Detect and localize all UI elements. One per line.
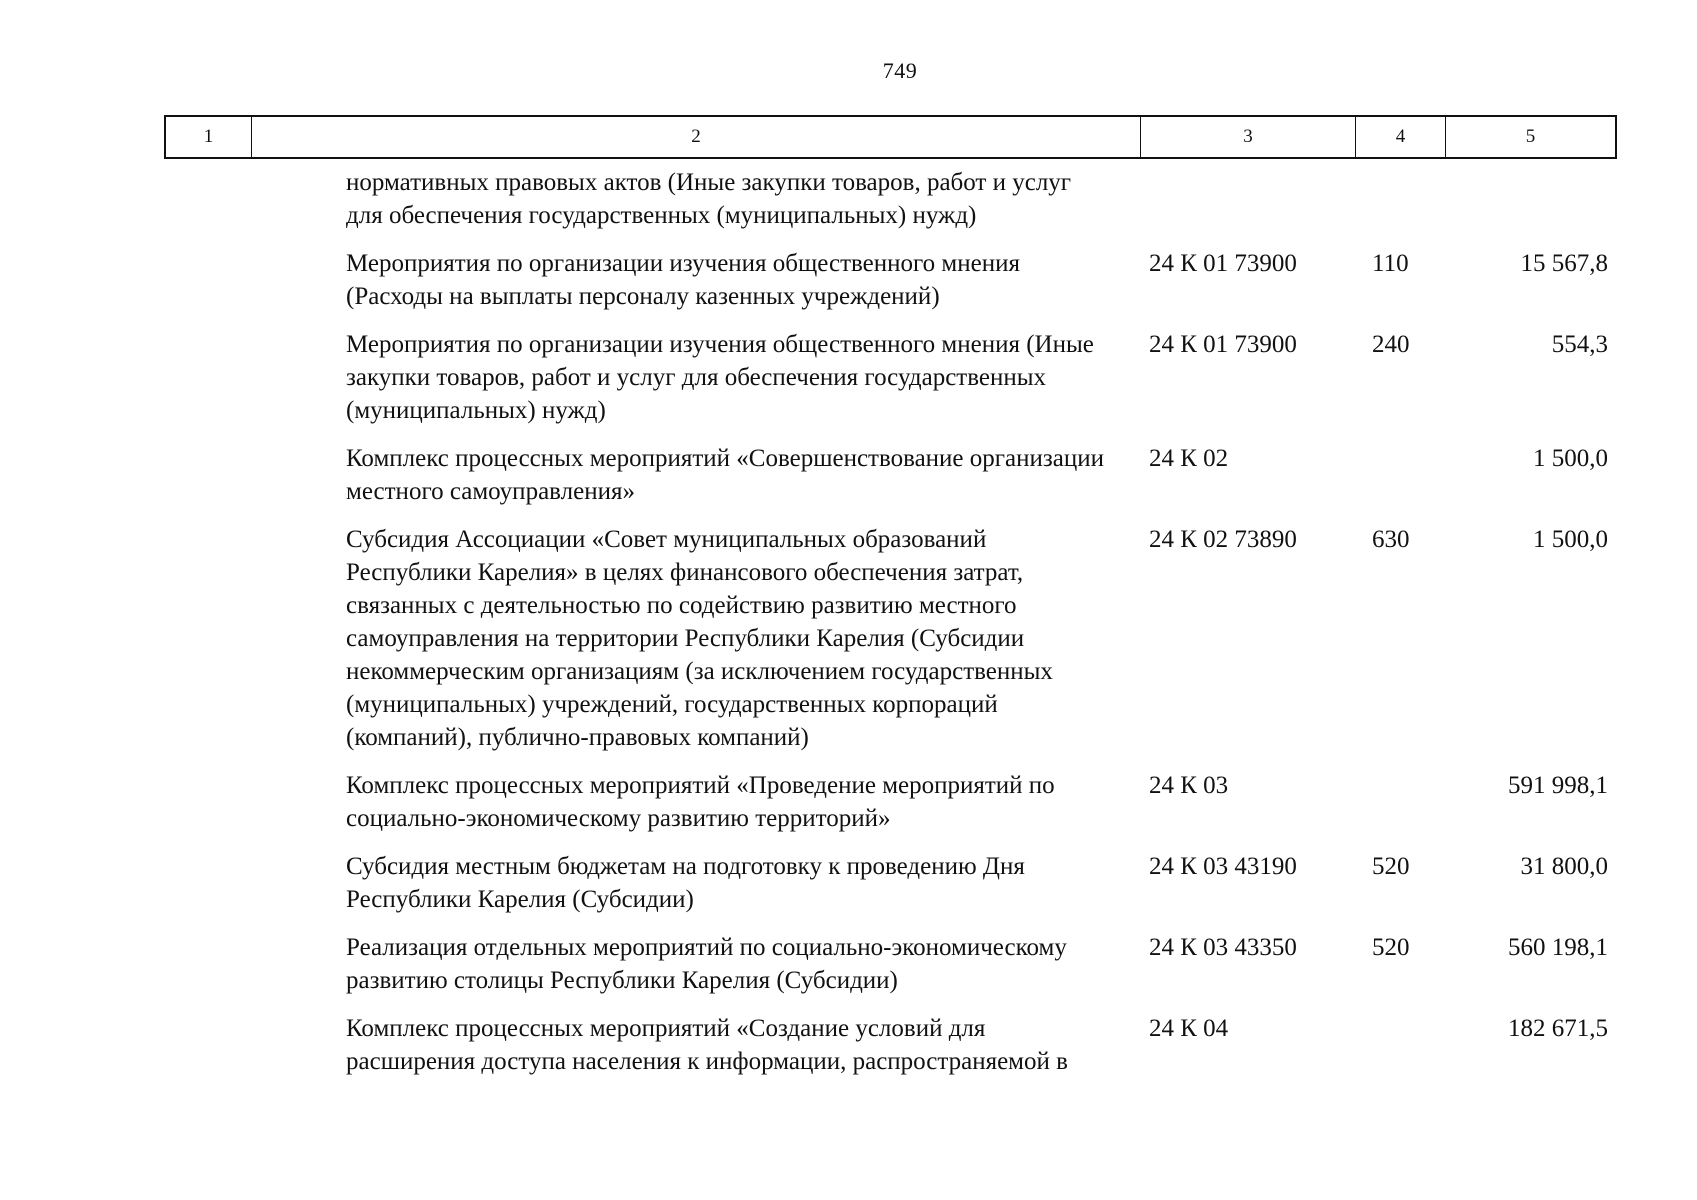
table-body bbox=[164, 166, 1617, 1093]
table-row bbox=[164, 166, 1617, 232]
cell-amount: 182 671,5 bbox=[1508, 1015, 1608, 1042]
cell-col-1 bbox=[164, 769, 250, 835]
header-col-2: 2 bbox=[252, 117, 1141, 157]
cell-col-1 bbox=[164, 328, 250, 427]
cell-code: 24 К 01 73900 bbox=[1149, 331, 1297, 358]
cell-code: 24 К 03 43190 bbox=[1149, 853, 1297, 880]
cell-description bbox=[250, 1012, 1139, 1078]
description-line: закупки товаров, работ и услуг для обеспечения государственных bbox=[346, 364, 1047, 391]
cell-expense-type bbox=[1354, 769, 1444, 835]
table-header bbox=[164, 115, 1617, 159]
description-line: Субсидия Ассоциации «Совет муниципальных образований bbox=[346, 526, 987, 553]
description-line: Мероприятия по организации изучения общественного мнения (Иные bbox=[346, 331, 1094, 358]
header-col-1: 1 bbox=[166, 117, 252, 157]
description-line: Республики Карелия (Субсидии) bbox=[346, 886, 694, 913]
description-line: самоуправления на территории Республики Карелия (Субсидии bbox=[346, 625, 1025, 652]
description-line: социально-экономическому развитию территорий» bbox=[346, 805, 891, 832]
cell-description bbox=[250, 850, 1139, 916]
cell-amount: 31 800,0 bbox=[1520, 853, 1608, 880]
cell-expense-type: 520 bbox=[1372, 853, 1410, 880]
table-row bbox=[164, 769, 1617, 835]
table-row bbox=[164, 442, 1617, 508]
cell-description bbox=[250, 247, 1139, 313]
cell-expense-type: 240 bbox=[1372, 331, 1410, 358]
cell-amount: 591 998,1 bbox=[1508, 772, 1608, 799]
cell-expense-type: 110 bbox=[1372, 250, 1409, 277]
description-line: нормативных правовых актов (Иные закупки товаров, работ и услуг bbox=[346, 169, 1072, 196]
cell-col-1 bbox=[164, 442, 250, 508]
description-line: Реализация отдельных мероприятий по социально-экономическому bbox=[346, 934, 1067, 961]
cell-description bbox=[250, 931, 1139, 997]
header-col-4: 4 bbox=[1356, 117, 1446, 157]
description-line: Мероприятия по организации изучения общественного мнения bbox=[346, 250, 1020, 277]
description-line: для обеспечения государственных (муниципальных) нужд) bbox=[346, 202, 977, 229]
description-line: (Расходы на выплаты персоналу казенных учреждений) bbox=[346, 283, 940, 310]
cell-amount: 1 500,0 bbox=[1533, 445, 1608, 472]
cell-code: 24 К 02 73890 bbox=[1149, 526, 1297, 553]
description-line: Комплекс процессных мероприятий «Создание условий для bbox=[346, 1015, 986, 1042]
cell-amount bbox=[1444, 166, 1617, 232]
page-number: 749 bbox=[882, 58, 918, 83]
table-row bbox=[164, 850, 1617, 916]
header-col-5: 5 bbox=[1525, 126, 1536, 147]
description-line: Республики Карелия» в целях финансового обеспечения затрат, bbox=[346, 559, 1024, 586]
description-line: Субсидия местным бюджетам на подготовку к проведению Дня bbox=[346, 853, 1025, 880]
cell-col-1 bbox=[164, 247, 250, 313]
cell-code: 24 К 04 bbox=[1149, 1015, 1229, 1042]
table-row bbox=[164, 247, 1617, 313]
description-line: (муниципальных) учреждений, государственных корпораций bbox=[346, 691, 998, 718]
table-row bbox=[164, 931, 1617, 997]
cell-description bbox=[250, 442, 1139, 508]
description-line: Комплекс процессных мероприятий «Проведение мероприятий по bbox=[346, 772, 1055, 799]
cell-amount: 1 500,0 bbox=[1533, 526, 1608, 553]
description-line: Комплекс процессных мероприятий «Совершенствование организации bbox=[346, 445, 1104, 472]
table-row bbox=[164, 328, 1617, 427]
cell-col-1 bbox=[164, 166, 250, 232]
cell-col-1 bbox=[164, 850, 250, 916]
cell-expense-type bbox=[1354, 166, 1444, 232]
cell-expense-type bbox=[1354, 442, 1444, 508]
cell-col-1 bbox=[164, 1012, 250, 1078]
cell-code: 24 К 02 bbox=[1149, 445, 1229, 472]
cell-code bbox=[1139, 166, 1354, 232]
cell-code: 24 К 03 bbox=[1149, 772, 1229, 799]
cell-expense-type: 520 bbox=[1372, 934, 1410, 961]
description-line: развитию столицы Республики Карелия (Субсидии) bbox=[346, 967, 898, 994]
cell-col-1 bbox=[164, 931, 250, 997]
cell-expense-type: 630 bbox=[1372, 526, 1410, 553]
cell-amount: 554,3 bbox=[1551, 331, 1608, 358]
description-line: некоммерческим организациям (за исключением государственных bbox=[346, 658, 1053, 685]
cell-expense-type bbox=[1354, 1012, 1444, 1078]
cell-amount: 560 198,1 bbox=[1508, 934, 1608, 961]
cell-code: 24 К 01 73900 bbox=[1149, 250, 1297, 277]
description-line: расширения доступа населения к информации, распространяемой в bbox=[346, 1048, 1068, 1075]
description-line: (компаний), публично-правовых компаний) bbox=[346, 724, 809, 751]
cell-amount: 15 567,8 bbox=[1520, 250, 1608, 277]
description-line: (муниципальных) нужд) bbox=[346, 397, 606, 424]
description-line: связанных с деятельностью по содействию развитию местного bbox=[346, 592, 1017, 619]
header-col-3: 3 bbox=[1141, 117, 1356, 157]
cell-col-1 bbox=[164, 523, 250, 754]
table-row bbox=[164, 523, 1617, 754]
cell-description bbox=[250, 328, 1139, 427]
table-row bbox=[164, 1012, 1617, 1078]
cell-code: 24 К 03 43350 bbox=[1149, 934, 1297, 961]
cell-description bbox=[250, 523, 1139, 754]
description-line: местного самоуправления» bbox=[346, 478, 635, 505]
cell-description bbox=[250, 769, 1139, 835]
cell-description bbox=[250, 166, 1139, 232]
